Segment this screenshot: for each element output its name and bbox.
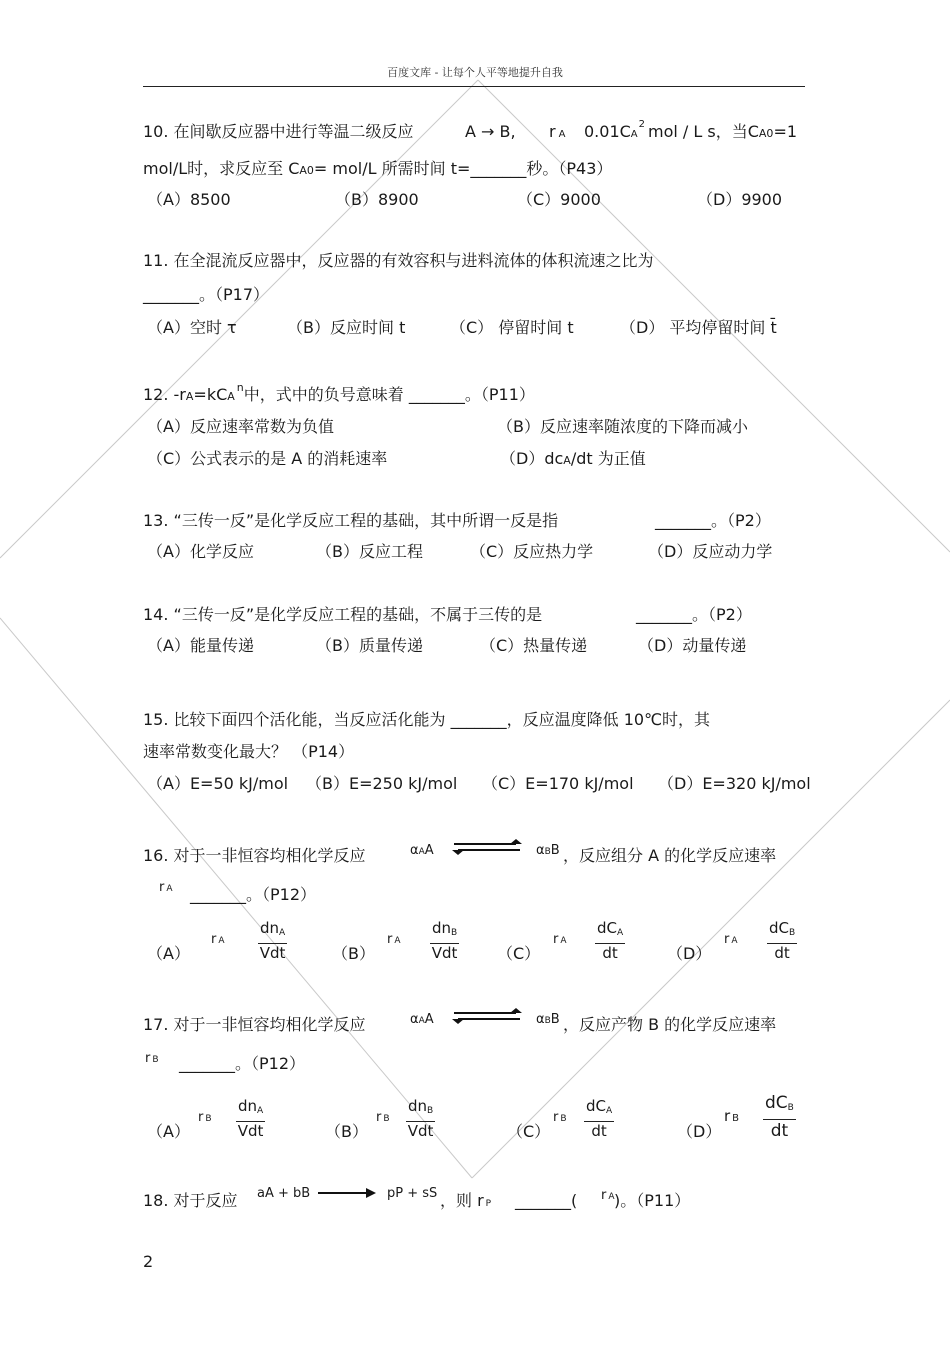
q16-option-c-fraction: $dC_A$ dt — [597, 919, 624, 962]
q10-rate-expression: $0.01CA^2$ — [584, 119, 646, 141]
q17-option-b-fraction: $dn_B$ Vdt — [407, 1097, 434, 1140]
q11-stem-line2: _______。（P17） — [143, 285, 270, 304]
q16-stem: 16. 对于一非恒容均相化学反应 — [143, 846, 366, 865]
q17-option-a-label: （A） — [147, 1122, 190, 1141]
q18-products: pP + sS — [387, 1186, 438, 1201]
q10-rate-symbol: r A — [549, 122, 566, 141]
q11-option-c: （C） 停留时间 t — [450, 318, 574, 337]
q15-option-d: （D）E=320 kJ/mol — [658, 774, 811, 793]
q12-option-a: （A）反应速率常数为负值 — [147, 417, 334, 436]
q15-stem-line1: 15. 比较下面四个活化能，当反应活化能为 _______，反应温度降低 10℃时，其 — [143, 710, 711, 729]
q16-option-a-fraction: $dn_A$ Vdt — [259, 919, 286, 962]
q16-left-species: αAA — [410, 843, 434, 858]
q16-blank: _______。（P12） — [190, 885, 317, 904]
q14-option-d: （D）动量传递 — [638, 636, 747, 655]
q12-stem: 12. -rA=kCA$^n$中，式中的负号意味着 _______。（P11） — [143, 381, 535, 404]
q16-option-b-r: r A — [387, 932, 401, 947]
q16-stem-rest: ，反应组分 A 的化学反应速率 — [563, 846, 777, 865]
q10-prefix: 10. 在间歇反应器中进行等温二级反应 — [143, 122, 414, 141]
q15-option-c: （C）E=170 kJ/mol — [482, 774, 634, 793]
q10-stem-line1 — [143, 122, 414, 142]
q12-option-b: （B）反应速率随浓度的下降而减小 — [497, 417, 748, 436]
q10-stem-line2: mol/L时，求反应至 CA0= mol/L 所需时间 t=_______秒。（P43） — [143, 159, 613, 178]
q16-option-d-label: （D） — [667, 944, 712, 963]
q17-stem: 17. 对于一非恒容均相化学反应 — [143, 1015, 366, 1034]
q10-option-b: （B）8900 — [335, 190, 419, 209]
q15-option-b: （B）E=250 kJ/mol — [306, 774, 458, 793]
q17-left-species: αAA — [410, 1012, 434, 1027]
q16-equilibrium-arrow — [452, 838, 522, 856]
q10-rate-unit: mol / L s，当CA0=1 — [648, 122, 798, 141]
q13-stem: 13. “三传一反”是化学反应工程的基础，其中所谓一反是指 — [143, 511, 559, 530]
q11-option-a: （A）空时 τ — [147, 318, 237, 337]
q17-option-d-r: r B — [724, 1107, 740, 1125]
page-header: 百度文库 - 让每个人平等地提升自我 — [387, 66, 563, 79]
q14-option-a: （A）能量传递 — [147, 636, 254, 655]
q16-option-a-label: （A） — [147, 944, 190, 963]
q17-option-a-fraction: $dn_A$ Vdt — [237, 1097, 264, 1140]
q16-option-b-label: （B） — [332, 944, 375, 963]
q17-blank: _______。（P12） — [179, 1054, 306, 1073]
q18-reaction-arrow — [318, 1186, 378, 1200]
q17-rate-symbol: r B — [145, 1051, 159, 1066]
q15-option-a: （A）E=50 kJ/mol — [147, 774, 289, 793]
header-rule — [143, 86, 805, 87]
q15-stem-line2: 速率常数变化最大？ （P14） — [143, 742, 355, 761]
q17-option-c-fraction: $dC_A$ dt — [586, 1097, 613, 1140]
q16-option-a-r: r A — [211, 932, 225, 947]
q17-option-b-r: r B — [376, 1110, 390, 1125]
q13-option-a: （A）化学反应 — [147, 542, 254, 561]
q13-blank: _______。（P2） — [655, 511, 771, 530]
q16-option-c-r: r A — [553, 932, 567, 947]
q14-blank: _______。（P2） — [636, 605, 752, 624]
page-number: 2 — [143, 1252, 154, 1271]
q11-option-d: （D） 平均停留时间 t̄ — [620, 318, 777, 337]
q18-ra: r A — [601, 1188, 615, 1203]
q17-option-c-label: （C） — [507, 1122, 551, 1141]
q12-option-c: （C）公式表示的是 A 的消耗速率 — [147, 449, 388, 468]
q17-equilibrium-arrow — [452, 1007, 522, 1025]
q11-option-b: （B）反应时间 t — [287, 318, 406, 337]
q16-rate-symbol: r A — [159, 880, 173, 895]
q10-option-d: （D）9900 — [697, 190, 783, 209]
q14-stem: 14. “三传一反”是化学反应工程的基础，不属于三传的是 — [143, 605, 543, 624]
q11-stem-line1: 11. 在全混流反应器中，反应器的有效容积与进料流体的体积流速之比为 — [143, 251, 654, 270]
q13-option-b: （B）反应工程 — [316, 542, 423, 561]
q17-option-c-r: r B — [553, 1110, 567, 1125]
q13-option-d: （D）反应动力学 — [648, 542, 773, 561]
q16-option-b-fraction: $dn_B$ Vdt — [431, 919, 458, 962]
q14-option-b: （B）质量传递 — [316, 636, 423, 655]
q14-option-c: （C）热量传递 — [480, 636, 588, 655]
q10-option-a: （A）8500 — [147, 190, 231, 209]
q17-option-d-fraction: $dC_B$ dt — [765, 1093, 794, 1141]
q17-option-d-label: （D） — [677, 1122, 722, 1141]
q17-option-b-label: （B） — [325, 1122, 368, 1141]
q16-option-d-fraction: $dC_B$ dt — [769, 919, 796, 962]
q10-option-c: （C）9000 — [517, 190, 601, 209]
q18-stem: 18. 对于反应 — [143, 1191, 238, 1210]
q10-reaction: A → B, — [465, 122, 516, 141]
q17-right-species: αBB — [536, 1012, 560, 1027]
q18-close: )。（P11） — [614, 1191, 691, 1210]
q18-then: ，则 r P — [440, 1191, 492, 1210]
q12-option-d: （D）dcA/dt 为正值 — [500, 449, 646, 468]
q18-blank: _______( — [515, 1191, 578, 1210]
q13-option-c: （C）反应热力学 — [470, 542, 594, 561]
q16-right-species: αBB — [536, 843, 560, 858]
q17-option-a-r: r B — [198, 1110, 212, 1125]
q16-option-c-label: （C） — [497, 944, 541, 963]
q17-stem-rest: ，反应产物 B 的化学反应速率 — [563, 1015, 777, 1034]
q16-option-d-r: r A — [724, 932, 738, 947]
q18-reactants: aA + bB — [257, 1186, 311, 1201]
